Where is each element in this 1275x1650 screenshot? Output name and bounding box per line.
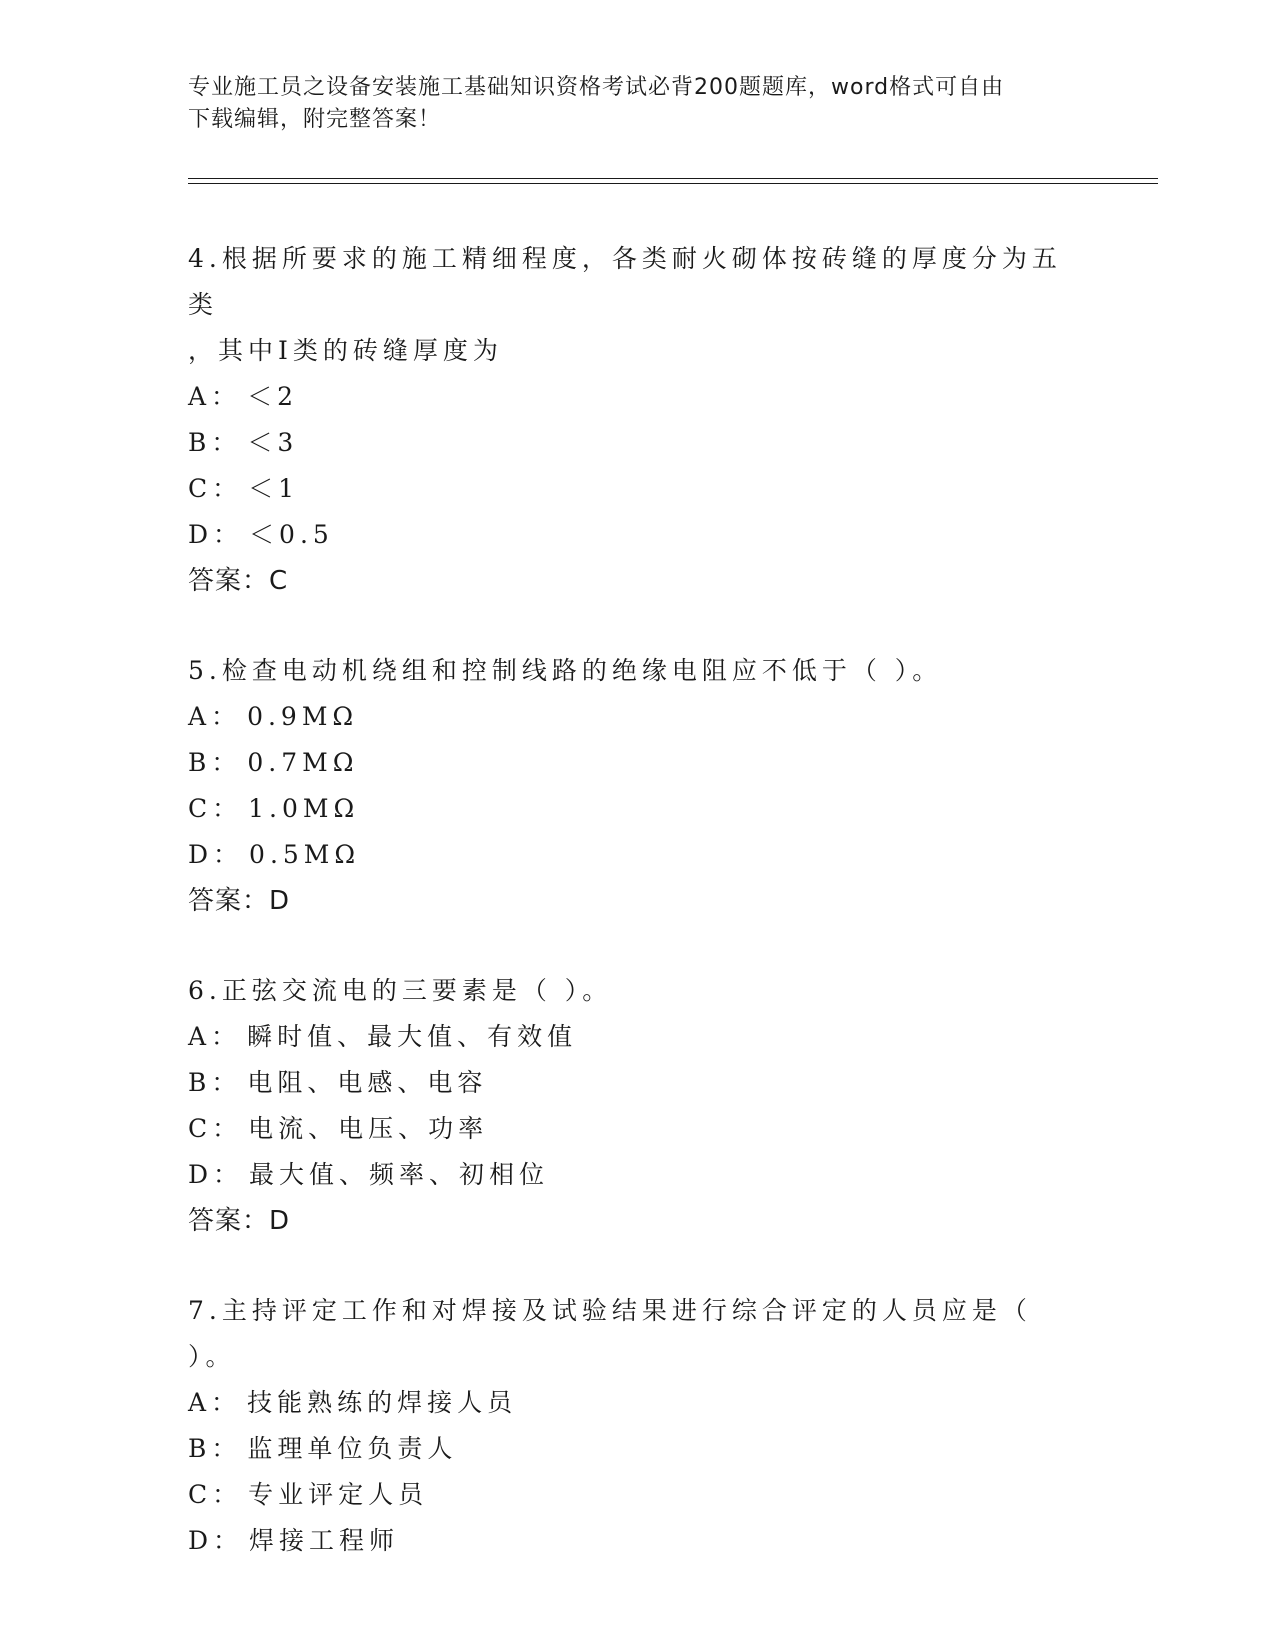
header-divider-top [188, 178, 1158, 179]
option-letter: C： [188, 794, 243, 823]
question-4 [188, 236, 1088, 604]
option-letter: D： [188, 520, 244, 549]
option-d [188, 512, 1088, 558]
option-letter: B： [188, 748, 242, 777]
option-letter: B： [188, 428, 242, 457]
option-letter: C： [188, 1114, 243, 1143]
option-letter: A： [188, 382, 242, 411]
option-a [188, 1014, 1088, 1060]
question-text: 6.正弦交流电的三要素是（ ）。 [188, 976, 613, 1005]
option-text: ＜1 [248, 474, 300, 503]
answer-line: 答案：D [188, 886, 291, 916]
option-c [188, 1472, 1088, 1518]
option-text: 最大值、频率、初相位 [249, 1160, 550, 1189]
option-b [188, 1060, 1088, 1106]
answer-line: 答案：D [188, 1206, 291, 1236]
option-letter: B： [188, 1068, 242, 1097]
question-6 [188, 968, 1088, 1244]
header-line-1: 专业施工员之设备安装施工基础知识资格考试必背200题题库，word格式可自由 [188, 75, 1005, 100]
option-d [188, 1518, 1088, 1564]
question-5 [188, 648, 1088, 924]
option-d [188, 832, 1088, 878]
option-text: 技能熟练的焊接人员 [247, 1388, 518, 1417]
option-c [188, 786, 1088, 832]
question-7 [188, 1288, 1088, 1564]
option-letter: D： [188, 840, 244, 869]
option-letter: D： [188, 1160, 244, 1189]
option-letter: D： [188, 1526, 244, 1555]
option-c [188, 466, 1088, 512]
option-text: 0.7MΩ [247, 748, 359, 777]
header-line-2: 下载编辑，附完整答案！ [188, 107, 442, 132]
option-c [188, 1106, 1088, 1152]
option-b [188, 420, 1088, 466]
option-a [188, 374, 1088, 420]
question-text: 7.主持评定工作和对焊接及试验结果进行综合评定的人员应是（ ）。 [188, 1296, 1045, 1371]
header-divider-bottom [188, 183, 1158, 184]
question-text-continued: ，其中Ⅰ类的砖缝厚度为 [188, 336, 503, 365]
option-a [188, 1380, 1088, 1426]
option-text: ＜3 [247, 428, 299, 457]
option-letter: B： [188, 1434, 242, 1463]
option-text: 电流、电压、功率 [248, 1114, 489, 1143]
option-letter: A： [188, 702, 242, 731]
question-text: 4.根据所要求的施工精细程度，各类耐火砌体按砖缝的厚度分为五类 [188, 244, 1062, 319]
option-a [188, 694, 1088, 740]
option-text: 焊接工程师 [249, 1526, 400, 1555]
option-letter: C： [188, 474, 243, 503]
option-text: 专业评定人员 [248, 1480, 429, 1509]
option-b [188, 1426, 1088, 1472]
option-text: 1.0MΩ [248, 794, 360, 823]
answer-line: 答案：C [188, 566, 289, 596]
option-text: 0.9MΩ [247, 702, 359, 731]
option-letter: A： [188, 1022, 242, 1051]
document-header [188, 72, 1068, 136]
option-text: 监理单位负责人 [247, 1434, 458, 1463]
option-text: ＜0.5 [249, 520, 334, 549]
question-text: 5.检查电动机绕组和控制线路的绝缘电阻应不低于（ ）。 [188, 656, 943, 685]
option-b [188, 740, 1088, 786]
option-text: 瞬时值、最大值、有效值 [247, 1022, 578, 1051]
question-list [188, 236, 1088, 1608]
option-text: 0.5MΩ [249, 840, 361, 869]
option-letter: A： [188, 1388, 242, 1417]
option-letter: C： [188, 1480, 243, 1509]
option-text: ＜2 [247, 382, 298, 411]
option-d [188, 1152, 1088, 1198]
option-text: 电阻、电感、电容 [247, 1068, 488, 1097]
